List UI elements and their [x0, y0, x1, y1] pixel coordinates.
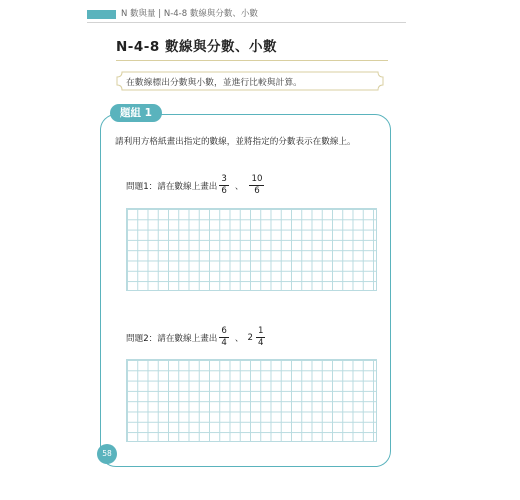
grid-paper-2[interactable] — [126, 359, 377, 442]
list-separator: 、 — [234, 333, 244, 344]
question-1-label: 問題1：請在數線上畫出 — [126, 181, 218, 192]
page-title: N-4-8 數線與分數、小數 — [116, 39, 277, 55]
fraction — [249, 174, 264, 197]
header-separator: | — [158, 9, 162, 19]
header-topic: N-4-8 數線與分數、小數 — [163, 9, 258, 19]
numerator: 10 — [251, 174, 263, 184]
title-underline — [116, 60, 388, 61]
objective-text: 在數線標出分數與小數，並進行比較與計算。 — [126, 78, 302, 88]
question-2-label: 問題2：請在數線上畫出 — [126, 333, 218, 344]
question-2 — [126, 326, 267, 349]
list-separator: 、 — [234, 181, 244, 192]
numerator: 1 — [257, 326, 264, 336]
header-color-bar — [87, 10, 116, 19]
group-label: 題組 1 — [110, 104, 162, 122]
denominator: 4 — [221, 338, 227, 348]
numerator: 6 — [221, 326, 227, 336]
numerator: 3 — [221, 174, 227, 184]
denominator: 4 — [257, 338, 264, 348]
denominator: 6 — [254, 186, 260, 196]
page-number: 58 — [97, 444, 117, 464]
fraction — [219, 174, 228, 197]
instruction-text: 請利用方格紙畫出指定的數線，並將指定的分數表示在數線上。 — [115, 137, 356, 147]
running-header — [121, 8, 258, 20]
fraction — [256, 326, 265, 349]
grid-paper-1[interactable] — [126, 208, 377, 291]
header-section: N 數與量 — [121, 9, 156, 19]
question-1 — [126, 174, 266, 197]
fraction — [219, 326, 228, 349]
header-rule — [87, 22, 406, 23]
denominator: 6 — [221, 186, 227, 196]
mixed-number-whole: 2 — [247, 332, 253, 343]
